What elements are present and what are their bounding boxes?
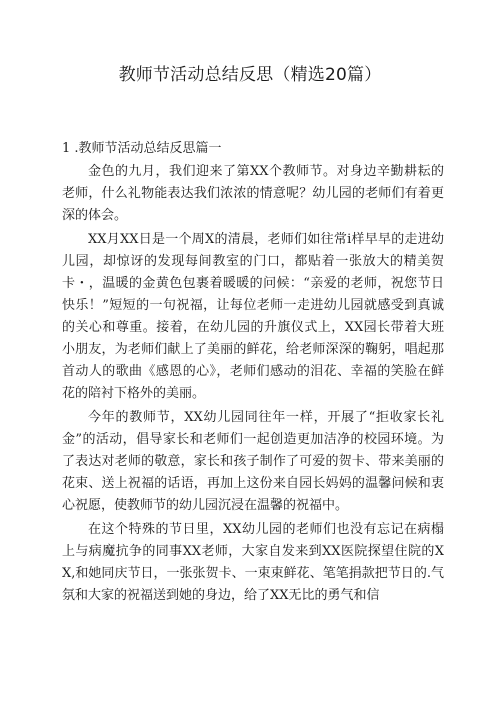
paragraph-2: XX月XX日是一个周X的清晨，老师们如往常i样早早的走进幼儿园，却惊讶的发现每间教室的门口，都贴着一张放大的精美贺卡・，温暖的金黄色包裹着暖暖的问候：“亲爱的老师，祝您节日快乐！”短短的一句祝福，让每位老师一走进幼儿园就感受到真诚的关心和尊重。接着，在幼儿园的升旗仪式上，XX园长带着大班小朋友，为老师们献上了美丽的鲜花，给老师深深的鞠躬，唱起那首动人的歌曲《感恩的心》，老师们感动的泪花、幸福的笑脸在鲜花的陪衬下格外的美丽。 [62,232,444,401]
paragraph-4: 在这个特殊的节日里，XX幼儿园的老师们也没有忘记在病榻上与病魔抗争的同事XX老师，大家自发来到XX医院探望住院的XX,和她同庆节日，一张张贺卡、一束束鲜花、笔笔捐款把节日的.气氛和大家的祝福送到她的身边，给了XX无比的勇气和信 [62,522,444,603]
document-body [62,161,444,609]
paragraph-3: 今年的教师节，XX幼儿园同往年一样，开展了“拒收家长礼金”的活动，倡导家长和老师们一起创造更加洁净的校园环境。为了表达对老师的敬意，家长和孩子制作了可爱的贺卡、带来美丽的花束、送上祝福的话语，再加上这份来自园长妈妈的温馨问候和衷心祝愿，使教师节的幼儿园沉浸在温馨的祝福中。 [62,410,444,513]
paragraph-1: 金色的九月，我们迎来了第XX个教师节。对身边辛勤耕耘的老师，什么礼物能表达我们浓浓的情意呢？幼儿园的老师们有着更深的体会。 [62,164,444,223]
document-title: 教师节活动总结反思（精选20篇） [118,65,382,85]
section-heading: 1 .教师节活动总结反思篇一 [62,141,222,156]
